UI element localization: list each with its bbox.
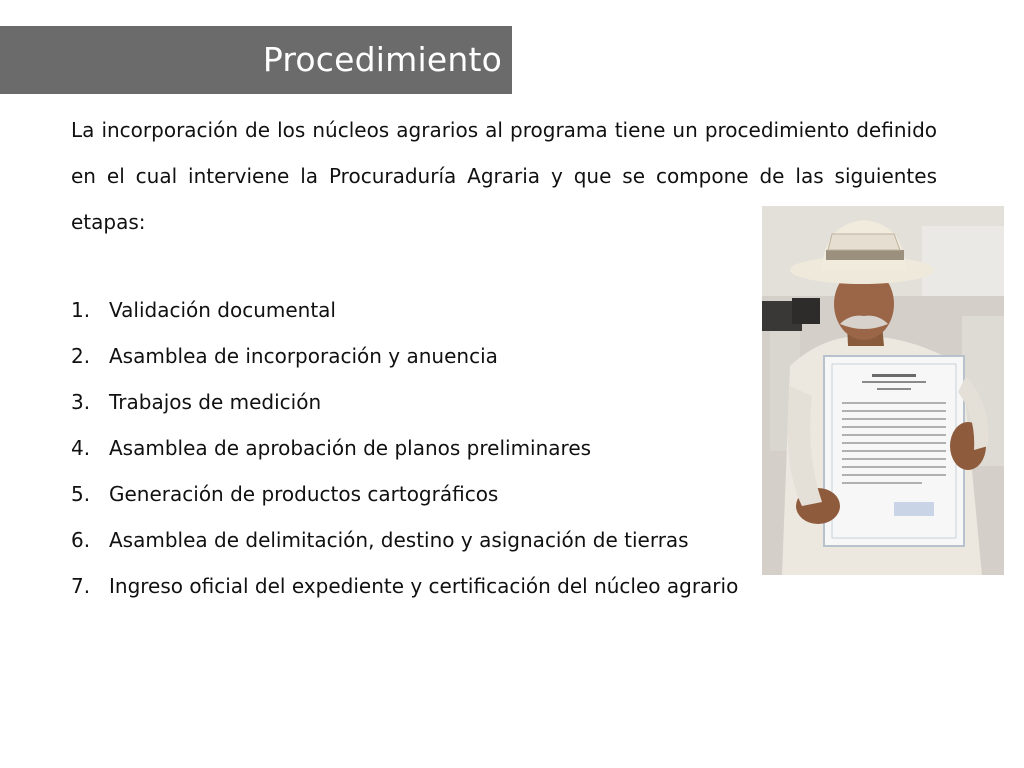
list-item xyxy=(71,563,738,609)
steps-list xyxy=(71,287,738,609)
list-item xyxy=(71,379,738,425)
list-item xyxy=(71,517,738,563)
list-item xyxy=(71,471,738,517)
step-text: Asamblea de incorporación y anuencia xyxy=(109,344,498,368)
list-item xyxy=(71,287,738,333)
step-text: Asamblea de aprobación de planos preliminares xyxy=(109,436,592,460)
step-number: 7. xyxy=(71,574,91,598)
step-text: Trabajos de medición xyxy=(109,390,322,414)
title-bar xyxy=(0,26,512,94)
step-number: 6. xyxy=(71,528,91,552)
step-text: Generación de productos cartográficos xyxy=(109,482,499,506)
photo-man-with-certificate xyxy=(762,206,1004,575)
step-text: Ingreso oficial del expediente y certificación del núcleo agrario xyxy=(109,574,739,598)
step-number: 4. xyxy=(71,436,91,460)
slide-title: Procedimiento xyxy=(262,40,502,79)
intro-paragraph: La incorporación de los núcleos agrarios al programa tiene un procedimiento definido en el cual interviene la Procuraduría Agraria y que se compone de las siguientes etapas: xyxy=(71,118,937,234)
step-text: Validación documental xyxy=(109,298,336,322)
step-text: Asamblea de delimitación, destino y asignación de tierras xyxy=(109,528,689,552)
step-number: 5. xyxy=(71,482,91,506)
step-number: 1. xyxy=(71,298,91,322)
step-number: 2. xyxy=(71,344,91,368)
list-item xyxy=(71,333,738,379)
list-item xyxy=(71,425,738,471)
step-number: 3. xyxy=(71,390,91,414)
